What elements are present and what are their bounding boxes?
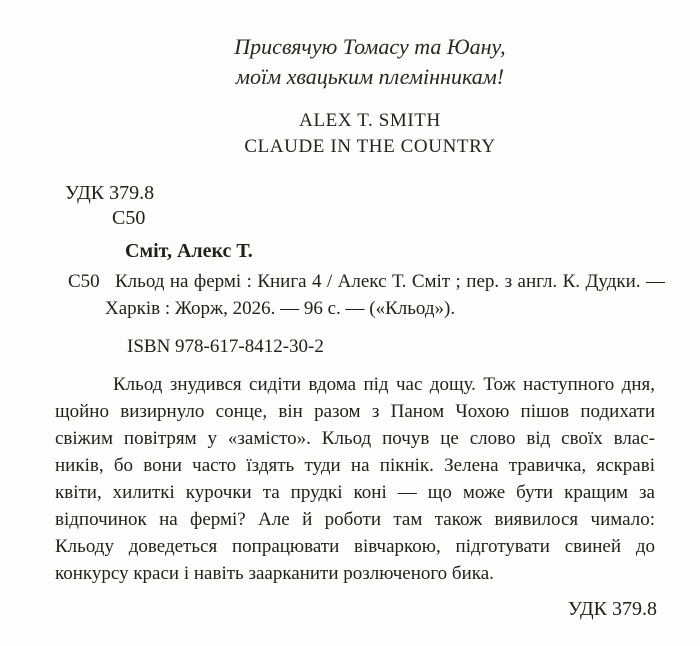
annotation-line-5: квіти, хилиткі курочки та прудкі коні — що може бути кращим за	[55, 482, 655, 503]
annotation-line-4: ників, бо вони часто їздять туди на пікнік. Зелена травичка, яскраві	[55, 455, 655, 476]
annotation-line-1: Кльод знудився сидіти вдома під час дощу. Тож наступного дня,	[113, 374, 655, 395]
catalog-code: С50	[68, 271, 100, 292]
dedication-line-2: моїм хвацьким племінникам!	[235, 64, 505, 89]
annotation-line-8: конкурсу краси і навіть заарканити розлюченого бика.	[55, 563, 494, 584]
udk-code-top: УДК 379.8	[65, 182, 155, 204]
annotation-line-3: свіжим повітрям у «замісто». Кльод почув це слово від своїх влас-	[55, 428, 655, 449]
isbn: ISBN 978-617-8412-30-2	[127, 336, 324, 357]
annotation-line-6: відпочинок на фермі? Але й роботи там також виявилося чимало:	[55, 509, 655, 530]
dedication-line-1: Присвячую Томасу та Юану,	[234, 34, 506, 59]
catalog-line-2: Харків : Жорж, 2026. — 96 с. — («Кльод»).	[105, 298, 456, 319]
original-book-title: CLAUDE IN THE COUNTRY	[244, 136, 496, 157]
annotation-line-7: Кльоду доведеться попрацювати вівчаркою, підготувати свиней до	[55, 536, 655, 557]
original-author-name: ALEX T. SMITH	[299, 110, 441, 131]
annotation-line-2: щойно визирнуло сонце, він разом з Паном Чохою пішов подихати	[55, 401, 655, 422]
catalog-line-1: Кльод на фермі : Книга 4 / Алекс Т. Сміт ; пер. з англ. К. Дудки. —	[115, 271, 665, 292]
author-heading: Сміт, Алекс Т.	[125, 240, 253, 262]
udk-code-bottom: УДК 379.8	[567, 598, 657, 620]
author-sign-code: С50	[112, 207, 146, 229]
